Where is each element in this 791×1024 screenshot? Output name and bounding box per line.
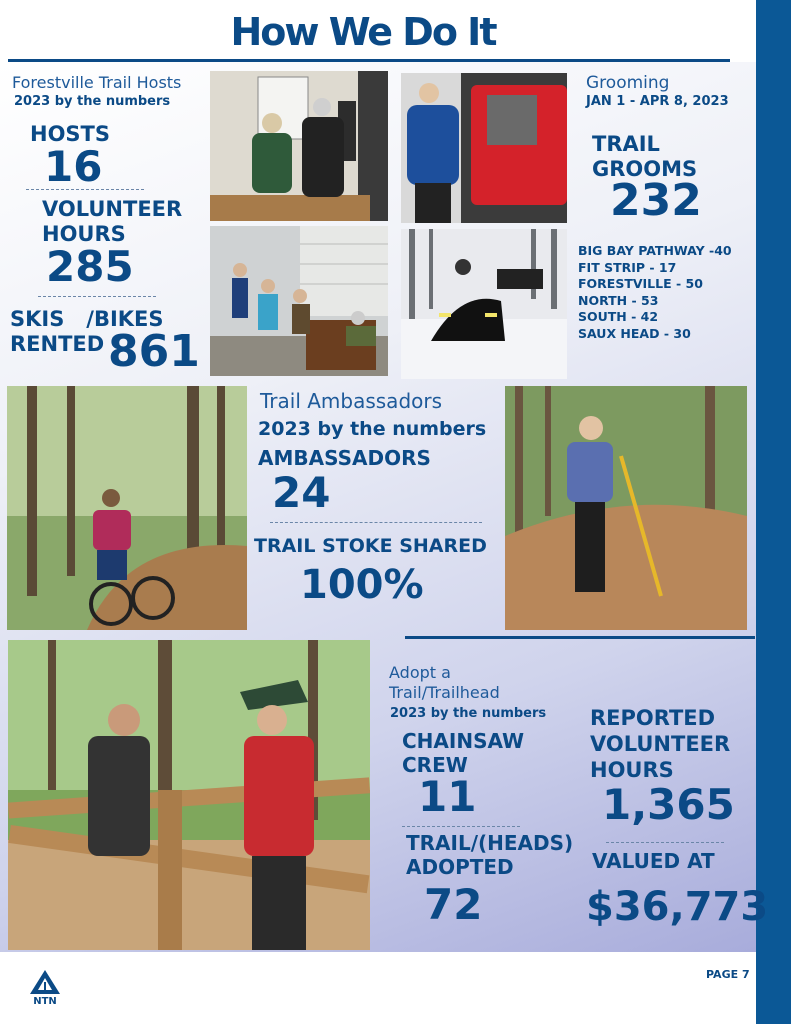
list-item: FIT STRIP - 17 bbox=[578, 259, 677, 275]
adopted-value: 72 bbox=[424, 880, 483, 929]
photo-groomer bbox=[401, 73, 567, 223]
rented-label-2: RENTED bbox=[10, 332, 105, 356]
chainsaw-value: 11 bbox=[418, 772, 477, 821]
valued-label: VALUED AT bbox=[592, 849, 715, 873]
reported-label-3: HOURS bbox=[590, 758, 674, 782]
divider bbox=[270, 522, 482, 523]
photo-hosts-lodge bbox=[210, 226, 388, 376]
rented-label-1: SKIS /BIKES bbox=[10, 307, 164, 331]
grooms-label-2: GROOMS bbox=[592, 157, 698, 181]
list-item: NORTH - 53 bbox=[578, 292, 659, 308]
divider bbox=[38, 296, 156, 297]
photo-adopt-fence bbox=[8, 640, 370, 950]
ambassadors-heading: Trail Ambassadors bbox=[260, 389, 443, 413]
hosts-label: HOSTS bbox=[30, 122, 111, 146]
tree-logo-icon bbox=[28, 968, 62, 996]
divider bbox=[606, 842, 724, 843]
list-item: FORESTVILLE - 50 bbox=[578, 276, 703, 291]
title-rule bbox=[8, 59, 730, 62]
chainsaw-label-1: CHAINSAW bbox=[402, 729, 525, 753]
adopt-heading-1: Adopt a bbox=[389, 663, 451, 682]
photo-ambassador-rake bbox=[505, 386, 747, 630]
grooms-label-1: TRAIL bbox=[592, 132, 660, 156]
groom-trails-list bbox=[578, 243, 732, 342]
volunteer-hours-value: 285 bbox=[46, 242, 134, 291]
stoke-value: 100% bbox=[300, 562, 424, 608]
logo-text: NTN bbox=[33, 996, 57, 1007]
hosts-heading: Forestville Trail Hosts bbox=[12, 73, 182, 92]
ambassadors-subheading: 2023 by the numbers bbox=[258, 418, 487, 440]
adopted-label-2: ADOPTED bbox=[406, 855, 514, 879]
list-item: BIG BAY PATHWAY -40 bbox=[578, 243, 732, 258]
stoke-label: TRAIL STOKE SHARED bbox=[254, 535, 487, 557]
photo-hosts-whiteboard bbox=[210, 71, 388, 221]
photo-snowmobile bbox=[401, 229, 567, 379]
valued-value: $36,773 bbox=[586, 884, 769, 930]
hosts-value: 16 bbox=[44, 142, 103, 191]
sidebar-stripe bbox=[756, 0, 791, 1024]
page-title: How We Do It bbox=[230, 10, 496, 54]
ambassadors-label: AMBASSADORS bbox=[258, 446, 431, 470]
divider bbox=[402, 826, 520, 827]
reported-label-1: REPORTED bbox=[590, 706, 716, 730]
adopted-label-1: TRAIL/(HEADS) bbox=[406, 831, 574, 855]
ntn-logo bbox=[28, 968, 62, 1007]
list-item: SAUX HEAD - 30 bbox=[578, 325, 691, 341]
reported-label-2: VOLUNTEER bbox=[590, 732, 731, 756]
hosts-subheading: 2023 by the numbers bbox=[14, 94, 171, 109]
adopt-rule bbox=[405, 636, 755, 639]
grooming-heading: Grooming bbox=[586, 73, 670, 93]
volunteer-hours-label-1: VOLUNTEER bbox=[42, 197, 183, 221]
list-item: SOUTH - 42 bbox=[578, 309, 659, 324]
chainsaw-label-2: CREW bbox=[402, 753, 468, 777]
page-number: PAGE 7 bbox=[706, 968, 750, 981]
photo-ambassador-biker bbox=[7, 386, 247, 630]
rented-value: 861 bbox=[108, 326, 200, 377]
divider bbox=[26, 189, 144, 190]
grooming-dates: JAN 1 - APR 8, 2023 bbox=[586, 94, 729, 109]
grooms-value: 232 bbox=[610, 175, 702, 226]
adopt-heading-2: Trail/Trailhead bbox=[389, 683, 500, 702]
reported-value: 1,365 bbox=[602, 780, 735, 829]
volunteer-hours-label-2: HOURS bbox=[42, 222, 126, 246]
ambassadors-value: 24 bbox=[272, 468, 331, 517]
adopt-subheading: 2023 by the numbers bbox=[390, 706, 547, 721]
